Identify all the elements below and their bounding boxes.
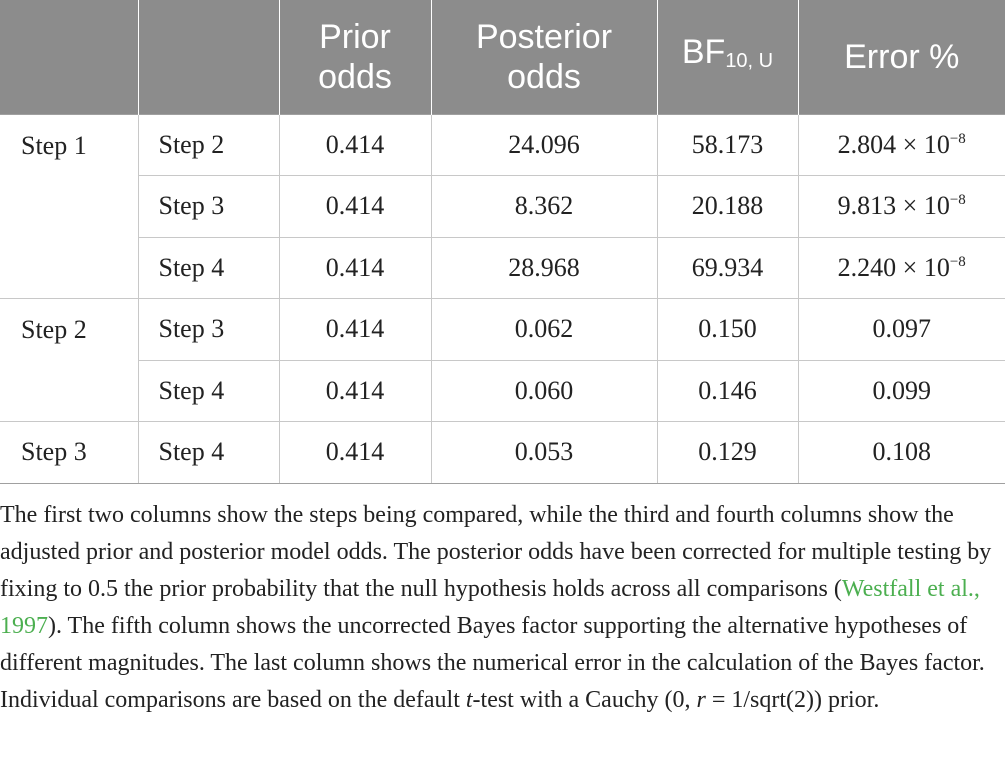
compare-cell: Step 3 — [138, 176, 279, 238]
header-posterior-odds — [431, 0, 657, 114]
compare-cell: Step 4 — [138, 237, 279, 299]
footnote-part-4: = 1/sqrt(2)) prior. — [705, 687, 880, 713]
group-label-step-2: Step 2 — [0, 299, 138, 422]
group-label-step-3: Step 3 — [0, 422, 138, 484]
header-posterior-line1: Posterior — [475, 17, 613, 56]
prior-odds-cell: 0.414 — [279, 422, 431, 484]
prior-odds-cell: 0.414 — [279, 237, 431, 299]
error-cell: 0.097 — [798, 299, 1005, 361]
footnote-part-3: -test with a Cauchy (0, — [472, 687, 697, 713]
compare-cell: Step 2 — [138, 114, 279, 176]
header-posterior-line2: odds — [507, 57, 581, 96]
error-mantissa: 2.804 × 10 — [837, 129, 950, 159]
bf-cell: 69.934 — [657, 237, 798, 299]
table-row — [0, 422, 1005, 484]
bf-cell: 0.146 — [657, 360, 798, 422]
footnote-part-1: The first two columns show the steps being compared, while the third and fourth columns show the adjusted prior and posterior model odds. The posterior odds have been corrected for multiple testing by fixing to 0.5 the prior probability that the null hypothesis holds across all comparisons ( — [0, 502, 992, 602]
error-cell — [798, 114, 1005, 176]
error-mantissa: 9.813 × 10 — [837, 191, 950, 221]
prior-odds-cell: 0.414 — [279, 299, 431, 361]
footnote-t-symbol: t — [465, 687, 473, 713]
table-footnote — [0, 497, 1002, 719]
posterior-odds-cell: 0.053 — [431, 422, 657, 484]
header-prior-line1: Prior — [319, 17, 391, 56]
header-bayes-factor — [657, 0, 798, 114]
prior-odds-cell: 0.414 — [279, 360, 431, 422]
error-exponent: −8 — [949, 130, 966, 147]
header-row — [0, 0, 1005, 114]
footnote-r-symbol: r — [696, 687, 706, 713]
posterior-odds-cell: 28.968 — [431, 237, 657, 299]
table-row — [0, 176, 1005, 238]
compare-cell: Step 3 — [138, 299, 279, 361]
header-blank-2 — [138, 0, 279, 114]
error-cell: 0.108 — [798, 422, 1005, 484]
error-mantissa: 2.240 × 10 — [837, 252, 950, 282]
header-prior-odds — [279, 0, 431, 114]
bf-cell: 0.150 — [657, 299, 798, 361]
header-bf-base: BF — [681, 33, 726, 72]
header-blank-1 — [0, 0, 138, 114]
prior-odds-cell: 0.414 — [279, 176, 431, 238]
bf-cell: 0.129 — [657, 422, 798, 484]
error-exponent: −8 — [949, 192, 966, 209]
error-cell — [798, 237, 1005, 299]
group-label-step-1: Step 1 — [0, 114, 138, 299]
header-error-percent: Error % — [798, 0, 1005, 114]
posterior-odds-cell: 0.062 — [431, 299, 657, 361]
table-row — [0, 114, 1005, 176]
error-cell — [798, 176, 1005, 238]
header-bf-subscript: 10, U — [725, 50, 774, 73]
header-prior-line2: odds — [318, 57, 392, 96]
table-row — [0, 299, 1005, 361]
table-header — [0, 0, 1005, 114]
posterior-odds-cell: 8.362 — [431, 176, 657, 238]
bf-cell: 58.173 — [657, 114, 798, 176]
error-exponent: −8 — [949, 253, 966, 270]
posterior-odds-cell: 0.060 — [431, 360, 657, 422]
table-row — [0, 237, 1005, 299]
compare-cell: Step 4 — [138, 360, 279, 422]
citation-link[interactable]: Westfall et al., 1997 — [0, 576, 980, 639]
compare-cell: Step 4 — [138, 422, 279, 484]
bf-cell: 20.188 — [657, 176, 798, 238]
table-row — [0, 360, 1005, 422]
prior-odds-cell: 0.414 — [279, 114, 431, 176]
posterior-odds-cell: 24.096 — [431, 114, 657, 176]
table-body — [0, 114, 1005, 483]
footnote-part-2: ). The fifth column shows the uncorrected Bayes factor supporting the alternative hypotheses of different magnitudes. The last column shows the numerical error in the calculation of the Bayes factor. Individual comparisons are based on the default — [0, 613, 985, 713]
error-cell: 0.099 — [798, 360, 1005, 422]
